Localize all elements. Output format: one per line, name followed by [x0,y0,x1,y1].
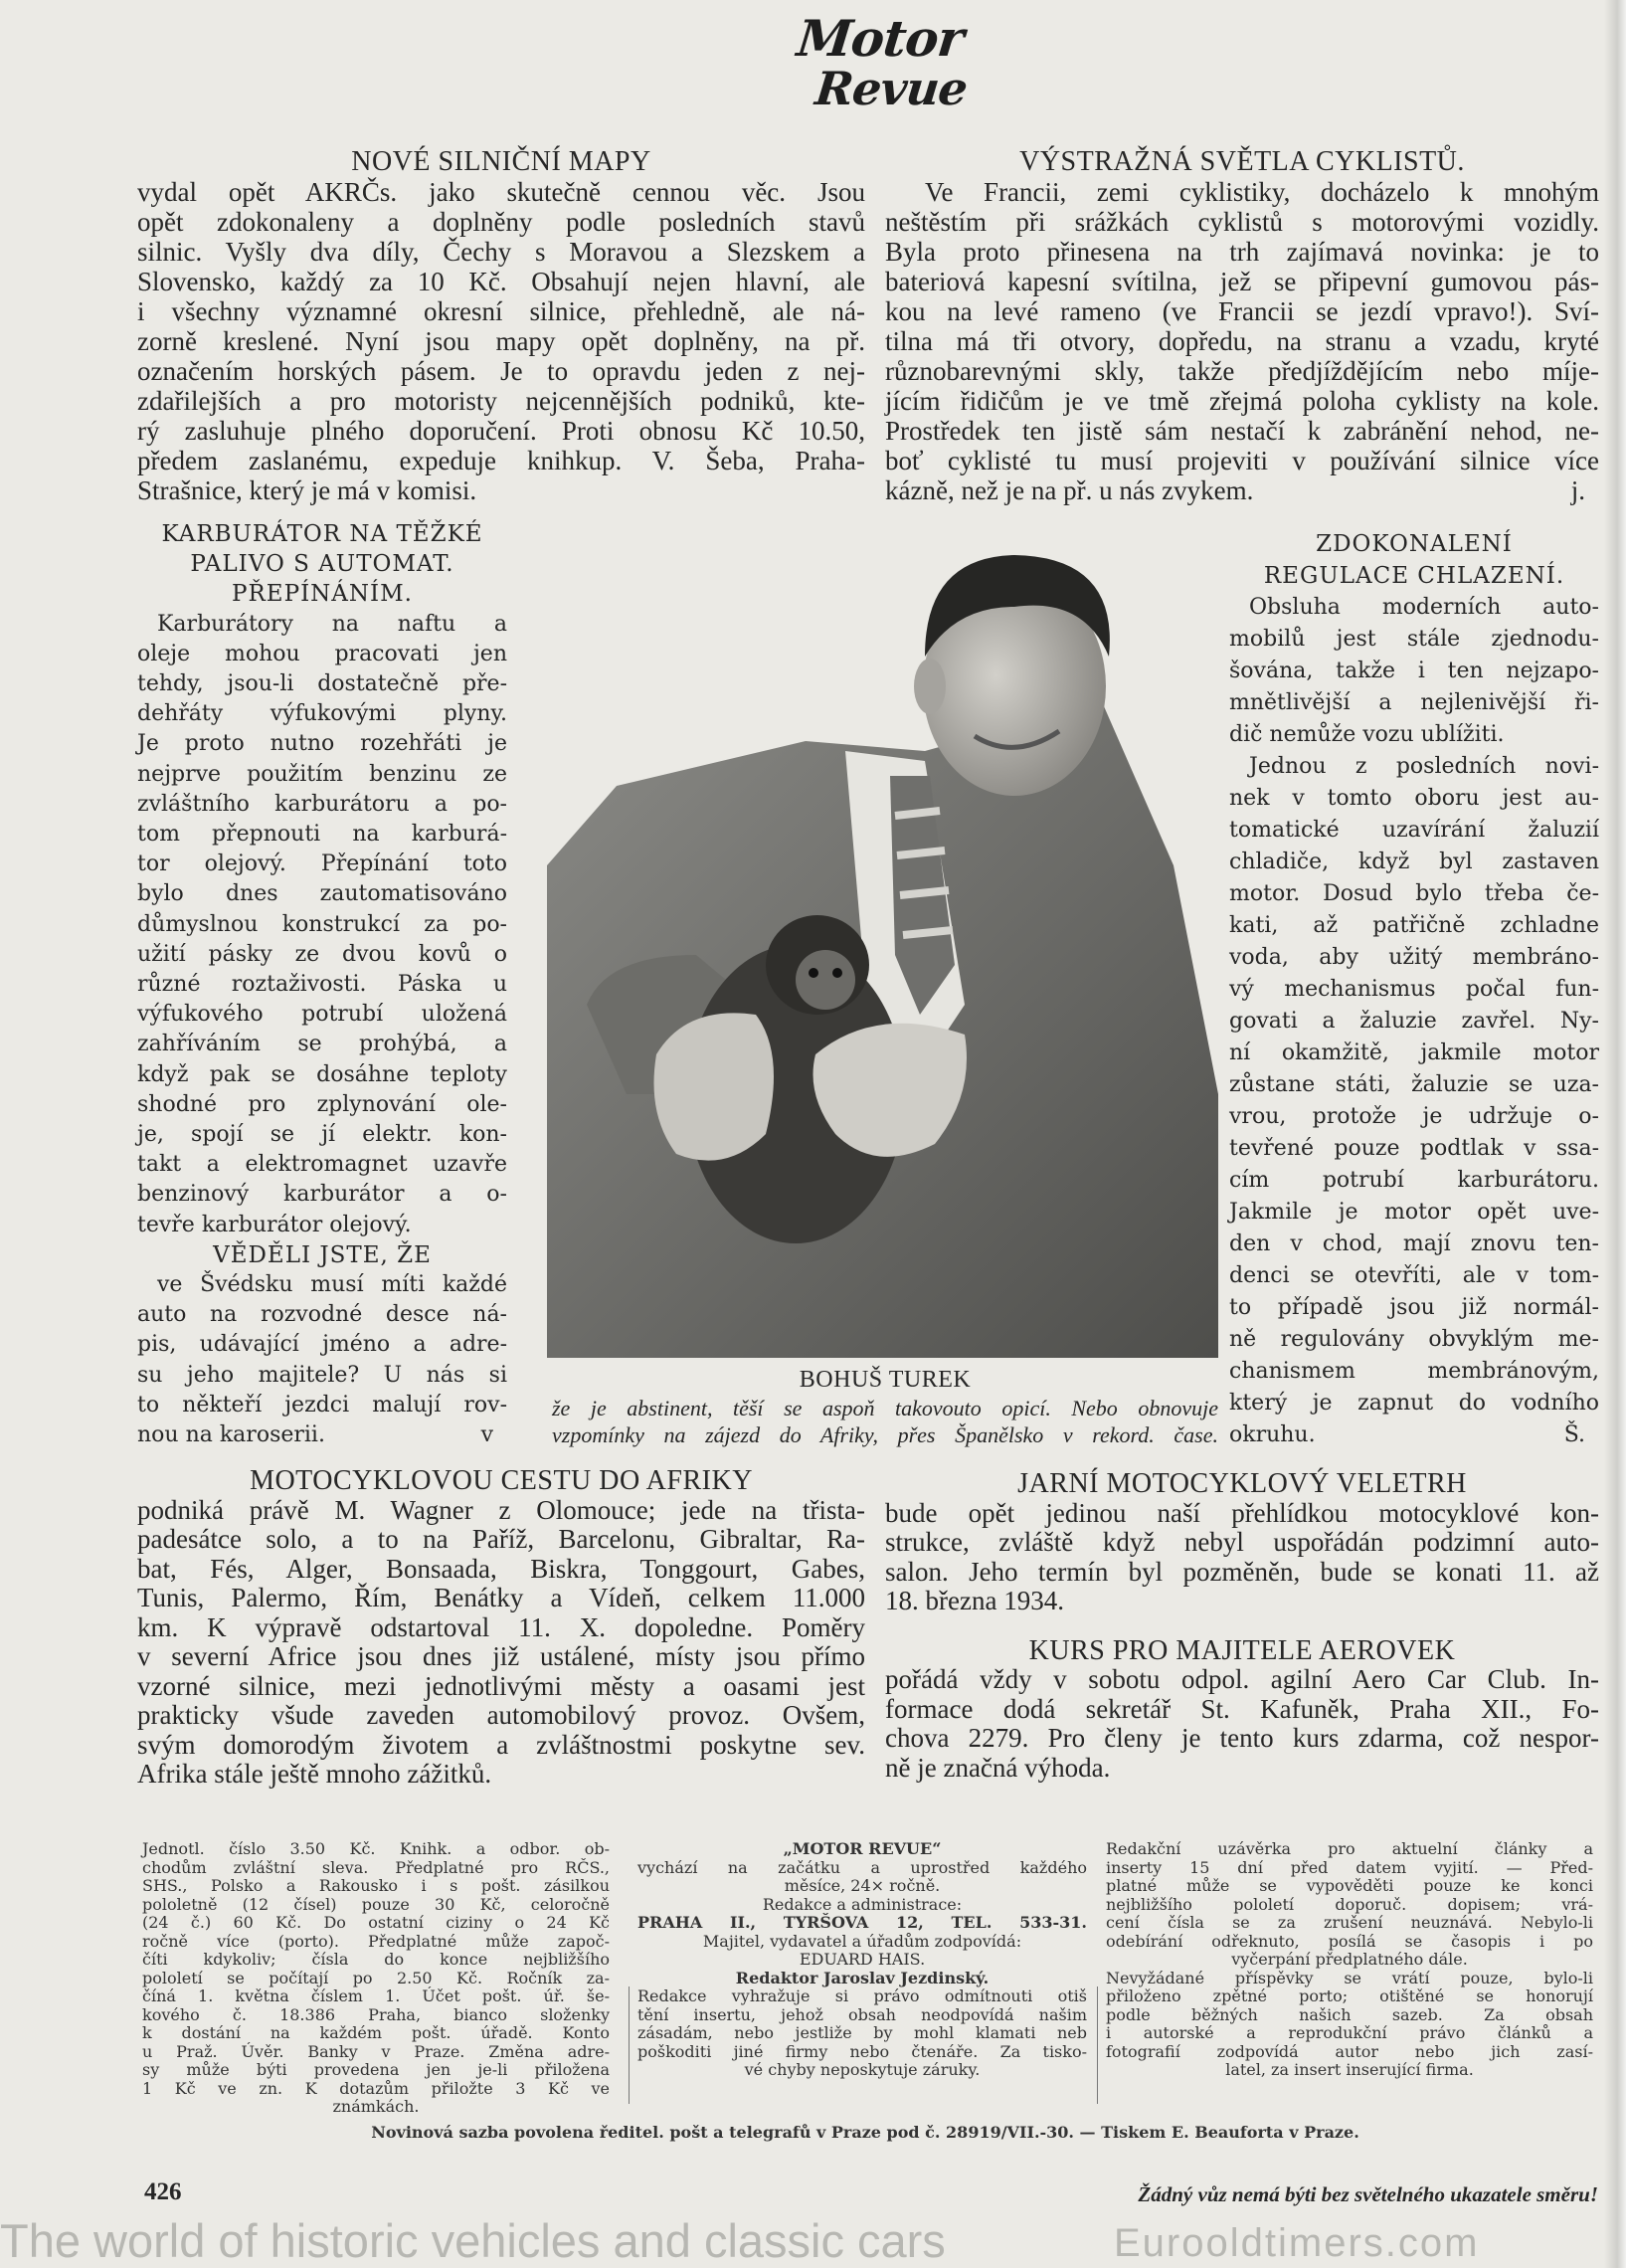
text-line [137,1391,507,1420]
colophon-line: pololetí se počítají po 2.50 Kč. Ročník za- [142,1968,610,1987]
text-line-content: Obsluha moderních auto- [1249,595,1599,620]
watermark-site: Eurooldtimers.com [1114,2221,1480,2265]
colophon-printing-note: Novinová sazba povolena ředitel. pošt a telegrafů v Praze pod č. 28919/VII.-30. — Tiskem E. Beauforta v Praze. [371,2123,1359,2142]
text-line-content: Karburátory na naftu a [157,611,507,637]
colophon-line: 1 Kč ve zn. K dotazům přiložte 3 Kč ve [142,2078,610,2098]
article-heading: KURS PRO MAJITELE AEROVEK [1028,1634,1456,1666]
text-line-content: Je proto nutno rozehřáti je [137,731,507,757]
colophon-line: pololetně (12 čísel) pouze 30 Kč, celoročně [142,1894,610,1914]
text-line-content: pořádá vždy v sobotu odpol. agilní Aero Car Club. In- [885,1664,1599,1694]
watermark-tagline: The world of historic vehicles and classic cars [0,2214,946,2267]
colophon-line: poškoditi jiné firmy nebo čtenáře. Za tisko- [637,2041,1087,2061]
left-column [137,519,507,1450]
text-line-content: je, spojí se jí elektr. kon- [137,1122,507,1148]
article-karburator [137,519,507,1240]
text-line-content: tilna má tři otvory, dopředu, na stranu a vzadu, kryté [885,326,1599,356]
photo-bohus-turek-with-monkey [547,537,1218,1358]
text-line-content: salon. Jeho termín byl pozměněn, bude se konati 11. až [885,1556,1599,1587]
text-line [885,237,1599,267]
text-line [1229,847,1599,878]
colophon-line: kového č. 18.386 Praha, bianco složenky [142,2004,610,2024]
colophon-editorial [1106,1840,1593,2080]
text-line-content: opět zdokonaleny a doplněny podle posledních stavů [137,207,865,237]
text-line-content: Slovensko, každý za 10 Kč. Obsahují nejen hlavní, ale [137,267,865,296]
colophon-line: vé chyby neposkytuje záruky. [744,2060,981,2079]
text-line [137,1211,507,1240]
article-heading: VÝSTRAŽNÁ SVĚTLA CYKLISTŮ. [1019,146,1465,177]
text-line-content: Tunis, Palermo, Řím, Benátky a Vídeň, celkem 11.000 [137,1583,865,1612]
text-line-content: silnic. Vyšly dva díly, Čechy s Moravou a Slezskem a [137,237,865,267]
text-line-content: bude opět jedinou naší přehlídkou motocyklové kon- [885,1497,1599,1528]
text-line-content: Jakmile je motor opět uve- [1229,1200,1599,1225]
page-slogan: Žádný vůz nemá býti bez světelného ukazatele směru! [1138,2182,1598,2206]
text-line-content: který je zapnut do vodního [1229,1391,1599,1416]
text-line [137,970,507,1000]
text-line-content: užití pásky ze dvou kovů o [137,941,507,967]
colophon-line: inserty 15 dní před datem vyjití. — Před- [1106,1857,1593,1877]
text-line [1229,592,1599,624]
text-line-content: mobilů jest stále zjednodu- [1229,627,1599,652]
article-heading: VĚDĚLI JSTE, ŽE [213,1241,432,1268]
text-line [1229,1324,1599,1356]
article-veletrh [885,1469,1599,1616]
text-line [1229,1069,1599,1101]
article-vedeli-jste [137,1240,507,1450]
text-line [885,1665,1599,1695]
text-line-content: tor olejový. Přepínání toto [137,851,507,877]
text-line [137,446,865,475]
text-line-content: Afrika stále ještě mnoho zážitků. [137,1759,492,1789]
text-line-content: rý zasluhuje plného doporučení. Proti obnosu Kč 10.50, [137,416,865,446]
text-line [137,386,865,416]
text-line [885,1528,1599,1558]
text-line [137,1270,507,1300]
text-line-content: pis, udávající jméno a adre- [137,1332,507,1358]
text-line [137,1584,865,1613]
text-line-content: denci se otevříti, ale v tom- [1229,1263,1599,1288]
text-line-content: dehřáty výfukovými plyny. [137,701,507,727]
text-line-content: shodné pro zplynování ole- [137,1091,507,1117]
text-line-content: zdařilejších a pro motoristy nejcennějších podniků, kte- [137,386,865,416]
text-line-content: když pak se dosáhne teploty [137,1061,507,1087]
text-line-content: nou na karoserii. [137,1422,325,1448]
text-line-content: Strašnice, který je má v komisi. [137,475,477,505]
colophon-line: (24 č.) 60 Kč. Do ostatní ciziny o 24 Kč [142,1913,610,1932]
article-silnicni-mapy [137,147,865,505]
colophon-line: měsíce, 24× ročně. [784,1876,941,1895]
text-line [137,729,507,759]
text-line-content: vrou, protože je udržuje o- [1229,1104,1599,1129]
text-line [137,177,865,207]
text-line-content: ní okamžitě, jakmile motor [1229,1040,1599,1065]
article-kurs-aerovek [885,1636,1599,1784]
text-line-content: šována, takže i ten nejzapo- [1229,659,1599,683]
text-line-content: Byla proto přinesena na trh zajímavá novinka: je to [885,237,1599,267]
text-line [137,1731,865,1761]
article-chlazeni [1229,528,1599,1451]
text-line [1229,910,1599,942]
article-cesta-afrika [137,1466,865,1790]
text-line-content: vydal opět AKRČs. jako skutečně cennou věc. Jsou [137,177,865,207]
text-line [885,356,1599,386]
colophon-line: „MOTOR REVUE“ [783,1839,942,1858]
text-line-content: Jednou z posledních novi- [1249,754,1599,779]
text-line-content: den v chod, mají znovu ten- [1229,1231,1599,1256]
text-line-content: zůstane státi, žaluzie se uza- [1229,1072,1599,1097]
text-line [137,610,507,640]
colophon-line: i autorské a reprodukční právo článků a [1106,2023,1593,2042]
text-line [1229,1165,1599,1197]
author-signature: v [480,1422,493,1448]
text-line-content: okruhu. [1229,1422,1316,1447]
text-line [1229,719,1599,751]
text-line [137,1555,865,1585]
text-line [1229,1388,1599,1419]
text-line [1229,1101,1599,1133]
text-line [137,1060,507,1090]
colophon-line: u Praž. Úvěr. Banky v Praze. Změna adre- [142,2041,610,2061]
text-line-content: strukce, zvláště když nebyl uspořádán podzimní auto- [885,1527,1599,1557]
text-line [137,1672,865,1702]
colophon-line: Redakce a administrace: [762,1894,963,1914]
text-line-content: podniká právě M. Wagner z Olomouce; jede na třista- [137,1494,865,1525]
text-line [1229,1133,1599,1165]
photo-image [547,537,1218,1358]
text-line-content: formace dodá sekretář St. Kafuněk, Praha XII., Fo- [885,1693,1599,1724]
text-line [137,1613,865,1643]
text-line [885,386,1599,416]
text-line [885,207,1599,237]
text-line-content: vzorné silnice, mezi jednotlivými městy a oasami jest [137,1670,865,1701]
colophon-line: Jednotl. číslo 3.50 Kč. Knihk. a odbor. ob- [142,1839,610,1858]
text-line-content: svým domorodým životem a zvláštnostmi poskytne sev. [137,1729,865,1760]
text-line [137,326,865,356]
text-line-content: vý mechanismus počal fun- [1229,977,1599,1002]
text-line [137,1030,507,1059]
text-line [137,237,865,267]
text-line [137,1180,507,1210]
text-line-content: Ve Francii, zemi cyklistiky, docházelo k mnohým [925,177,1599,207]
text-line [137,790,507,820]
article-heading: PALIVO S AUTOMAT. [190,551,454,578]
text-line-content: takt a elektromagnet uzavře [137,1152,507,1178]
article-svetla-cyklistu [885,147,1599,505]
colophon-line: vychází na začátku a uprostřed každého [637,1857,1087,1877]
author-signature: j. [1570,475,1585,505]
article-heading: JARNÍ MOTOCYKLOVÝ VELETRH [1017,1468,1467,1499]
text-line-content: různobarevnými skly, takže předjíždějícím nebo míje- [885,356,1599,386]
text-line [885,1754,1599,1784]
colophon-subscription [142,1840,610,2117]
text-line-content: padesátce solo, a to na Paříž, Barcelonu, Gibraltar, Ra- [137,1524,865,1554]
colophon-line: Majitel, vydavatel a úřadům zodpovídá: [702,1931,1022,1951]
caption-name: BOHUŠ TUREK [799,1367,972,1393]
page-number: 426 [144,2178,182,2205]
column-divider [1097,1986,1098,2104]
colophon-line: podle běžných našich sazeb. Za obsah [1106,2004,1593,2024]
colophon-line: vyčerpání předplatného dále. [1231,1950,1468,1969]
colophon-line: cení čísla se za zrušení neuznává. Nebylo-li [1106,1913,1593,1932]
caption-line: vzpomínky na zájezd do Afriky, přes Španělsko v rekord. čase. [552,1422,1218,1447]
text-line-content: mnětlivější a nejlenivější ři- [1229,690,1599,715]
bottom-right-column [885,1469,1599,1783]
text-line-content: auto na rozvodné desce ná- [137,1302,507,1328]
text-line-content: cím potrubí karburátoru. [1229,1168,1599,1193]
text-line-content: tevře karburátor olejový. [137,1212,412,1237]
text-line [137,1642,865,1672]
text-line-content: bateriová kapesní svítilna, jež se připevní gumovou pás- [885,267,1599,296]
text-line [1229,1038,1599,1069]
text-line [885,326,1599,356]
column-divider [629,1986,630,2104]
text-line [137,1120,507,1150]
text-line [137,1525,865,1555]
text-line-content: bat, Fés, Alger, Bonsaada, Biskra, Tonggourt, Gabes, [137,1553,865,1584]
colophon-line: EDUARD HAIS. [799,1950,926,1969]
colophon-line: latel, za insert inserující firma. [1225,2060,1474,2079]
text-line-content: motor. Dosud bylo třeba če- [1229,881,1599,906]
text-line [137,296,865,326]
text-line-content: předem zaslanému, expeduje knihkup. V. Šeba, Praha- [137,446,865,475]
text-line [1229,1292,1599,1324]
text-line-content: nejprve použitím benzinu ze [137,761,507,787]
colophon-line: známkách. [332,2097,420,2116]
text-line [885,1499,1599,1529]
colophon-line: Redakční uzávěrka pro aktuelní články a [1106,1839,1593,1858]
text-line-content: různé roztaživosti. Páska u [137,972,507,998]
text-line-content: 18. března 1934. [885,1586,1064,1615]
colophon-publisher [637,1840,1087,2080]
text-line-content: nek v tomto oboru jest au- [1229,786,1599,811]
colophon-line: odebírání odřeknuto, posílá se časopis i po [1106,1931,1593,1951]
text-line [137,1090,507,1120]
text-line-content: chladiče, když byl zastaven [1229,850,1599,874]
text-line-content: tevřené pouze podtlak v ssa- [1229,1136,1599,1161]
page-edge-shadow [1604,0,1626,2268]
text-line [137,267,865,296]
article-heading: MOTOCYKLOVOU CESTU DO AFRIKY [250,1465,753,1496]
text-line-content: dič nemůže vozu ublížiti. [1229,722,1505,747]
text-line [1229,815,1599,847]
colophon-line: chodům zvláštní sleva. Předplatné pro RČS., [142,1857,610,1877]
logo-line-1: Motor [794,9,967,68]
colophon-line: číti kdykoliv; čísla do konce nejbližšího [142,1950,610,1969]
text-line [1229,878,1599,910]
colophon-line: fotografií zodpovídá autor nebo jich zasí- [1106,2041,1593,2061]
text-line-content: chanismem membránovým, [1229,1359,1599,1384]
text-line [1229,974,1599,1006]
colophon-line: Redaktor Jaroslav Jezdinský. [735,1968,990,1987]
text-line [1229,1419,1599,1451]
text-line-content: benzinový karburátor a o- [137,1182,507,1208]
colophon-line: SHS., Polsko a Rakousko i s pošt. zásilkou [142,1876,610,1895]
text-line [885,1558,1599,1588]
caption-line: že je abstinent, těší se aspoň takovouto opicí. Nebo obnovuje [552,1396,1218,1420]
text-line [137,1150,507,1180]
text-line [137,356,865,386]
colophon-line: platné může se vypověděti pouze ke konci [1106,1876,1593,1895]
text-line [137,640,507,669]
text-line [885,475,1599,505]
text-line [137,207,865,237]
text-line-content: důmyslnou konstrukcí za po- [137,911,507,937]
colophon-line: sy může býti provedena jen je-li přiložena [142,2060,610,2079]
text-line-content: zvláštního karburátoru a po- [137,791,507,817]
text-line [885,296,1599,326]
logo-line-2: Revue [813,62,970,115]
text-line [1229,783,1599,815]
text-line [885,1587,1599,1616]
text-line [137,1361,507,1391]
text-line [1229,942,1599,974]
text-line-content: ve Švédsku musí míti každé [157,1272,507,1298]
text-line [885,446,1599,475]
text-line-content: chova 2279. Pro členy je tento kurs zdarma, což nespor- [885,1723,1599,1753]
photo-caption [552,1365,1218,1448]
article-heading: PŘEPÍNÁNÍM. [232,581,413,608]
text-line-content: su jeho majitele? U nás si [137,1362,507,1388]
text-line [137,910,507,940]
text-line [137,820,507,850]
text-line [137,940,507,970]
colophon-line: zásadám, nebo jestliže by mohl klamati neb [637,2023,1087,2042]
text-line-content: označením horských pásem. Je to opravdu jeden z nej- [137,356,865,386]
text-line-content: bylo dnes zautomatisováno [137,881,507,907]
colophon-line: ročně více (porto). Předplatné může započ- [142,1931,610,1951]
text-line-content: jícím řidičům je ve tmě zřejmá poloha cyklisty na kole. [885,386,1599,416]
text-line-content: ně je značná výhoda. [885,1752,1111,1783]
text-line-content: tehdy, jsou-li dostatečně pře- [137,671,507,697]
author-signature: Š. [1563,1422,1585,1447]
text-line [137,850,507,879]
colophon-line: Redakce vyhražuje si právo odmítnouti otiš [637,1986,1087,2005]
colophon-line: přiloženo zpětné porto; otištěné se honorují [1106,1986,1593,2005]
text-line [885,1695,1599,1725]
text-line [1229,1260,1599,1292]
text-line-content: km. K výpravě odstartoval 11. X. dopoledne. Poměry [137,1611,865,1642]
text-line-content: boť cyklisté tu musí projeviti v používání silnice více [885,446,1599,475]
text-line [137,879,507,909]
text-line [137,416,865,446]
colophon-line: PRAHA II., TYRŠOVA 12, TEL. 533-31. [637,1913,1087,1932]
text-line [1229,1197,1599,1228]
text-line [137,1760,865,1790]
text-line-content: kázně, než je na př. u nás zvykem. [885,475,1254,505]
article-heading: REGULACE CHLAZENÍ. [1263,563,1565,589]
text-line [137,1300,507,1330]
text-line [885,267,1599,296]
text-line-content: kati, až patřičně zchladne [1229,913,1599,938]
magazine-logo [786,9,975,115]
article-heading: ZDOKONALENÍ [1316,531,1513,557]
text-line [137,1330,507,1360]
text-line-content: ně regulovány obvyklým me- [1229,1327,1599,1352]
article-heading: KARBURÁTOR NA TĚŽKÉ [161,521,483,547]
text-line [885,416,1599,446]
text-line-content: kou na levé rameno (ve Francii se jezdí vpravo!). Sví- [885,296,1599,326]
text-line-content: výfukového potrubí uložená [137,1002,507,1028]
text-line-content: v severní Africe jsou dnes již ustálené, místy jsou přímo [137,1641,865,1671]
colophon-line: k dostání na každém pošt. úřadě. Konto [142,2023,610,2042]
text-line [885,1724,1599,1754]
text-line [1229,687,1599,719]
text-line [137,669,507,699]
text-line [137,760,507,790]
text-line-content: tom přepnouti na karburá- [137,822,507,848]
text-line [1229,751,1599,783]
text-line-content: zorně kreslené. Nyní jsou mapy opět doplněny, na př. [137,326,865,356]
text-line [137,475,865,505]
text-line-content: to případě jsou již normál- [1229,1295,1599,1320]
text-line-content: oleje mohou pracovati jen [137,641,507,666]
text-line-content: govati a žaluzie zavřel. Ny- [1229,1009,1599,1034]
text-line-content: voda, aby užitý membráno- [1229,945,1599,970]
text-line [1229,1228,1599,1260]
text-line [1229,1006,1599,1038]
colophon-line: tění insertu, jehož obsah neodpovídá našim [637,2004,1087,2024]
colophon-line: Nevyžádané příspěvky se vrátí pouze, bylo-li [1106,1968,1593,1987]
text-line-content: tomatické uzavírání žaluzií [1229,818,1599,843]
text-line [137,1496,865,1526]
colophon-line: nejbližšího pololetí doporuč. dopisem; vrá- [1106,1894,1593,1914]
text-line [1229,656,1599,687]
text-line [885,177,1599,207]
text-line-content: Prostředek ten jistě sám nestačí k zabránění nehod, ne- [885,416,1599,446]
text-line [1229,624,1599,656]
text-line [137,699,507,729]
article-heading: NOVÉ SILNIČNÍ MAPY [351,146,651,177]
text-line-content: zahříváním se prohýbá, a [137,1032,507,1057]
colophon-line: číná 1. května číslem 1. Účet pošt. úř. še- [142,1986,610,2005]
text-line-content: neštěstím při srážkách cyklistů s motorovými vozidly. [885,207,1599,237]
text-line-content: prakticky všude zaveden automobilový provoz. Ovšem, [137,1700,865,1730]
text-line [137,1420,507,1450]
text-line-content: i všechny významné okresní silnice, přehledně, ale ná- [137,296,865,326]
text-line [137,1000,507,1030]
text-line [137,1701,865,1731]
text-line [1229,1356,1599,1388]
text-line-content: to někteří jezdci malují rov- [137,1392,507,1418]
